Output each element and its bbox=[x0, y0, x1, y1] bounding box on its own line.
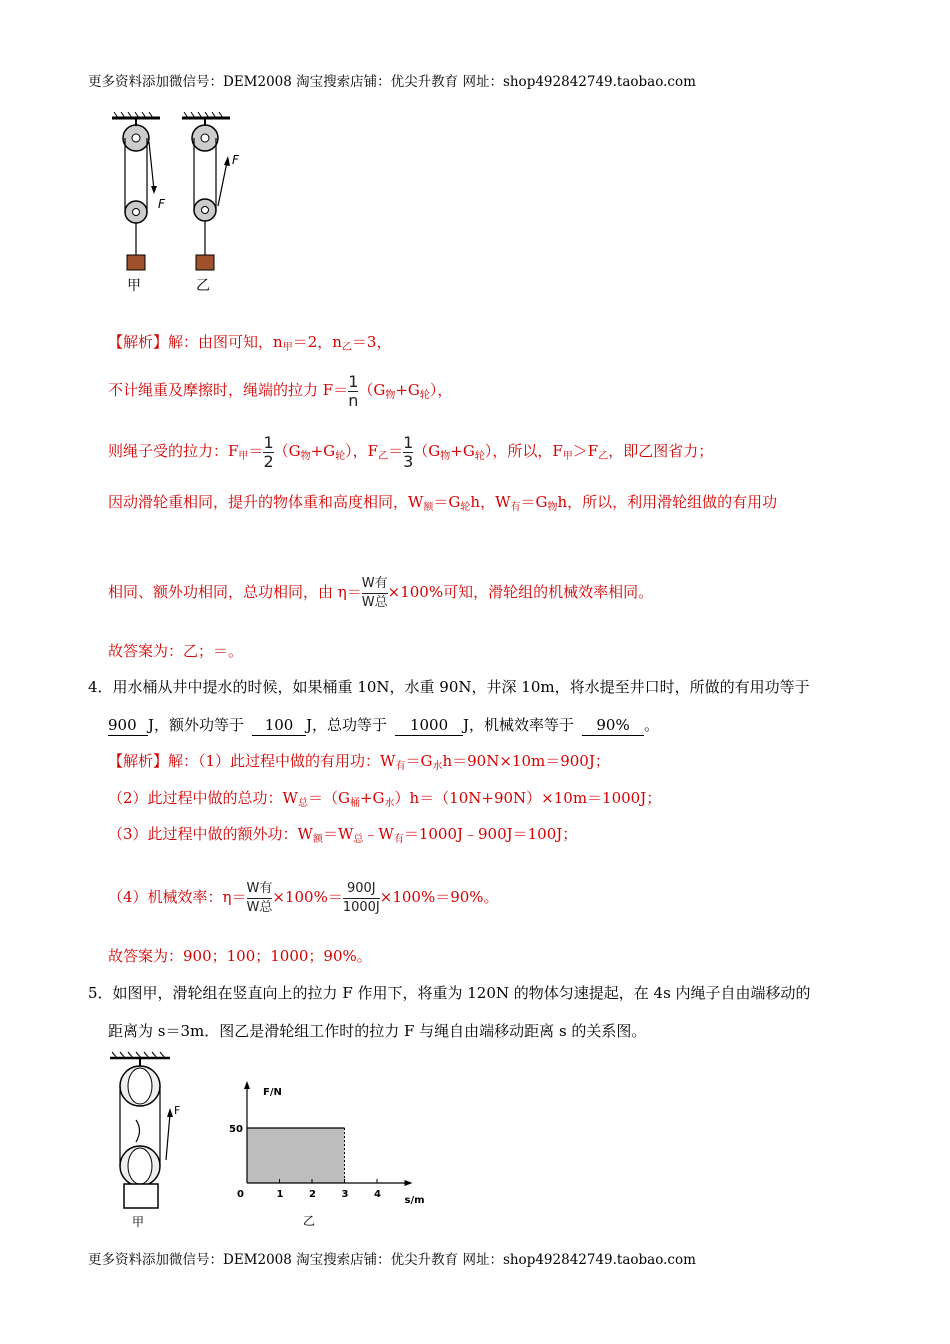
x-axis-label: s/m bbox=[404, 1195, 425, 1206]
work-area bbox=[247, 1128, 345, 1183]
label-jia-q5: 甲 bbox=[132, 1215, 145, 1229]
fraction-w-useful-over-w-total: $\frac{\text{W有}}{\text{W总}}$ bbox=[361, 575, 388, 610]
q4-stem: 4．用水桶从井中提水的时候，如果桶重 10N，水重 90N，井深 10m，将水提至井口时，所做的有用功等于 bbox=[88, 678, 810, 696]
page-header: 更多资料添加微信号：DEM2008 淘宝搜索店铺：优尖升教育 网址：shop492842749.taobao.com bbox=[88, 74, 696, 90]
force-label-left: F bbox=[158, 197, 165, 211]
ceiling-right bbox=[182, 112, 230, 118]
blank-2: 100 bbox=[252, 715, 306, 736]
q4-analysis-line4: （4）机械效率：η＝ $\frac{\text{W有}}{\text{W总}}$ ×100%＝ $\frac{900J}{1000J}$ ×100%＝90%。 bbox=[108, 880, 499, 915]
q3-analysis-line1: 【解析】解：由图可知，$n_甲=2$，$n_乙=3$， bbox=[108, 333, 392, 353]
force-label-q5: F bbox=[174, 1104, 181, 1117]
x-tick-label: 2 bbox=[309, 1189, 316, 1200]
q5-stem-line1: 5．如图甲，滑轮组在竖直向上的拉力 F 作用下，将重为 120N 的物体匀速提起，在 4s 内绳子自由端移动的 bbox=[88, 984, 811, 1002]
x-axis-arrow bbox=[405, 1180, 413, 1186]
label-yi-q5: 乙 bbox=[303, 1214, 316, 1228]
x-tick-label: 0 bbox=[237, 1189, 244, 1200]
fraction-1-over-2: $\frac{1}{2}$ bbox=[263, 432, 274, 471]
label-yi: 乙 bbox=[196, 278, 210, 294]
blank-4: 90% bbox=[582, 715, 644, 736]
q4-answer: 故答案为：900；100；1000；90%。 bbox=[108, 947, 372, 965]
f-s-chart bbox=[225, 1075, 445, 1230]
y-axis-label: F/N bbox=[263, 1087, 282, 1098]
fraction-900-over-1000: $\frac{900J}{1000J}$ bbox=[342, 880, 380, 915]
q4-blanks-line: 900 J，额外功等于 100 J，总功等于 1000 J，机械效率等于 90% 。 bbox=[108, 716, 660, 734]
q3-analysis-line2: 不计绳重及摩擦时，绳端的拉力 F＝ $\frac{1}{n}$ $(G_物+G_轮)$， bbox=[108, 371, 453, 410]
chart-area bbox=[247, 1128, 345, 1183]
label-jia: 甲 bbox=[127, 278, 141, 294]
page-footer: 更多资料添加微信号：DEM2008 淘宝搜索店铺：优尖升教育 网址：shop492842749.taobao.com bbox=[88, 1252, 696, 1268]
blank-1: 900 bbox=[108, 715, 148, 736]
q4-analysis-line1: 【解析】解：（1）此过程中做的有用功：$W_有=G_水h=90N\times 10m=900J$； bbox=[108, 752, 610, 772]
fraction-w-useful-over-w-total-2: $\frac{\text{W有}}{\text{W总}}$ bbox=[246, 880, 273, 915]
q5-stem-line2: 距离为 s＝3m．图乙是滑轮组工作时的拉力 F 与绳自由端移动距离 s 的关系图。 bbox=[108, 1022, 647, 1040]
x-tick-label: 1 bbox=[276, 1189, 284, 1200]
q4-analysis-line2: （2）此过程中做的总功：$W_总=(G_桶+G_水)h=(10N+90N)\times 10m=1000J$； bbox=[108, 789, 662, 809]
q3-answer: 故答案为：乙；＝。 bbox=[108, 642, 244, 660]
ceiling-left bbox=[112, 112, 160, 118]
y-axis-arrow bbox=[244, 1081, 250, 1089]
q3-analysis-line3: 则绳子受的拉力：$F_甲=$ $\frac{1}{2}$ $(G_物+G_轮)$，$F_乙=$ $\frac{1}{3}$ $(G_物+G_轮)$，所以，$F_甲>F_乙$，即乙图省力； bbox=[108, 432, 714, 471]
pulley-figure-2 bbox=[108, 1050, 198, 1230]
y-tick-label: 50 bbox=[229, 1124, 243, 1135]
q3-analysis-line4: 因动滑轮重相同，提升的物体重和高度相同，$W_额=G_轮h$，$W_有=G_物h$，所以，利用滑轮组做的有用功 bbox=[108, 493, 778, 513]
fraction-1-over-n: $\frac{1}{n}$ bbox=[348, 371, 359, 410]
pulley-figure-1 bbox=[108, 112, 258, 297]
fraction-1-over-3: $\frac{1}{3}$ bbox=[403, 432, 414, 471]
x-tick-label: 4 bbox=[374, 1189, 381, 1200]
blank-3: 1000 bbox=[395, 715, 463, 736]
q3-analysis-line5: 相同、额外功相同，总功相同，由 η＝ $\frac{\text{W有}}{\text{W总}}$ ×100%可知，滑轮组的机械效率相同。 bbox=[108, 575, 654, 610]
x-tick-label: 3 bbox=[341, 1189, 349, 1200]
force-label-right: F bbox=[232, 153, 239, 167]
q4-analysis-line3: （3）此过程中做的额外功：$W_额=W_总﹣W_有=1000J﹣900J=100J$； bbox=[108, 825, 578, 845]
